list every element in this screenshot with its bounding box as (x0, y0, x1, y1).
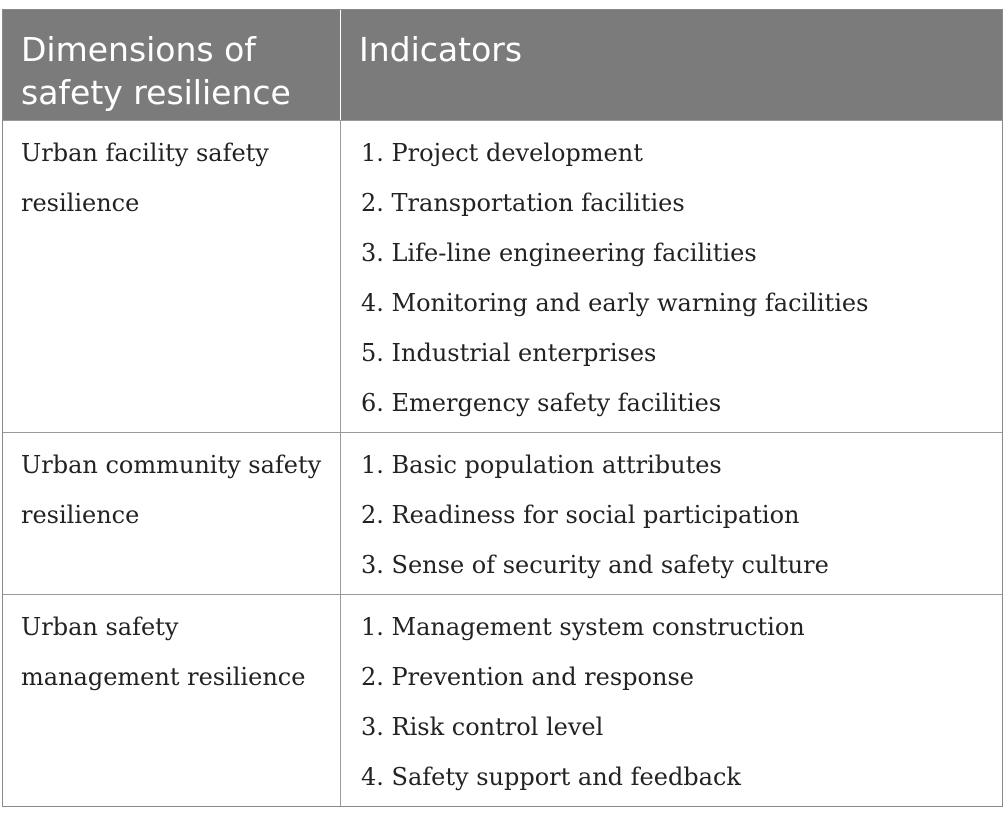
indicator-item: 5. Industrial enterprises (361, 339, 657, 367)
indicator-item: 1. Project development (361, 139, 643, 167)
indicator-item: 2. Prevention and response (361, 663, 694, 691)
table-header (3, 10, 1002, 120)
indicator-item: 3. Life-line engineering facilities (361, 239, 757, 267)
indicator-item: 4. Safety support and feedback (361, 763, 741, 791)
header-indicators: Indicators (359, 30, 523, 69)
indicator-item: 6. Emergency safety facilities (361, 389, 722, 417)
dimension-line: Urban facility safety (21, 139, 269, 167)
indicator-item: 2. Transportation facilities (361, 189, 685, 217)
dimension-cell (3, 121, 341, 432)
indicator-item: 1. Management system construction (361, 613, 805, 641)
indicator-item: 4. Monitoring and early warning facilities (361, 289, 869, 317)
indicator-item: 3. Risk control level (361, 713, 604, 741)
dimension-cell (3, 595, 341, 806)
table-row (3, 594, 1002, 806)
dimension-line: resilience (21, 189, 140, 217)
dimension-cell (3, 433, 341, 594)
indicator-item: 2. Readiness for social participation (361, 501, 800, 529)
indicators-cell (341, 433, 1002, 594)
table-row (3, 432, 1002, 594)
dimension-line: Urban community safety (21, 451, 322, 479)
header-dimensions-line: safety resilience (21, 73, 291, 112)
table-row (3, 120, 1002, 432)
dimension-line: management resilience (21, 663, 306, 691)
header-dimensions (3, 10, 341, 120)
dimension-line: resilience (21, 501, 140, 529)
dimension-line: Urban safety (21, 613, 179, 641)
header-dimensions-line: Dimensions of (21, 30, 256, 69)
indicators-cell (341, 595, 1002, 806)
indicator-item: 3. Sense of security and safety culture (361, 551, 829, 579)
indicators-cell (341, 121, 1002, 432)
resilience-indicators-table (2, 9, 1003, 807)
indicator-item: 1. Basic population attributes (361, 451, 722, 479)
